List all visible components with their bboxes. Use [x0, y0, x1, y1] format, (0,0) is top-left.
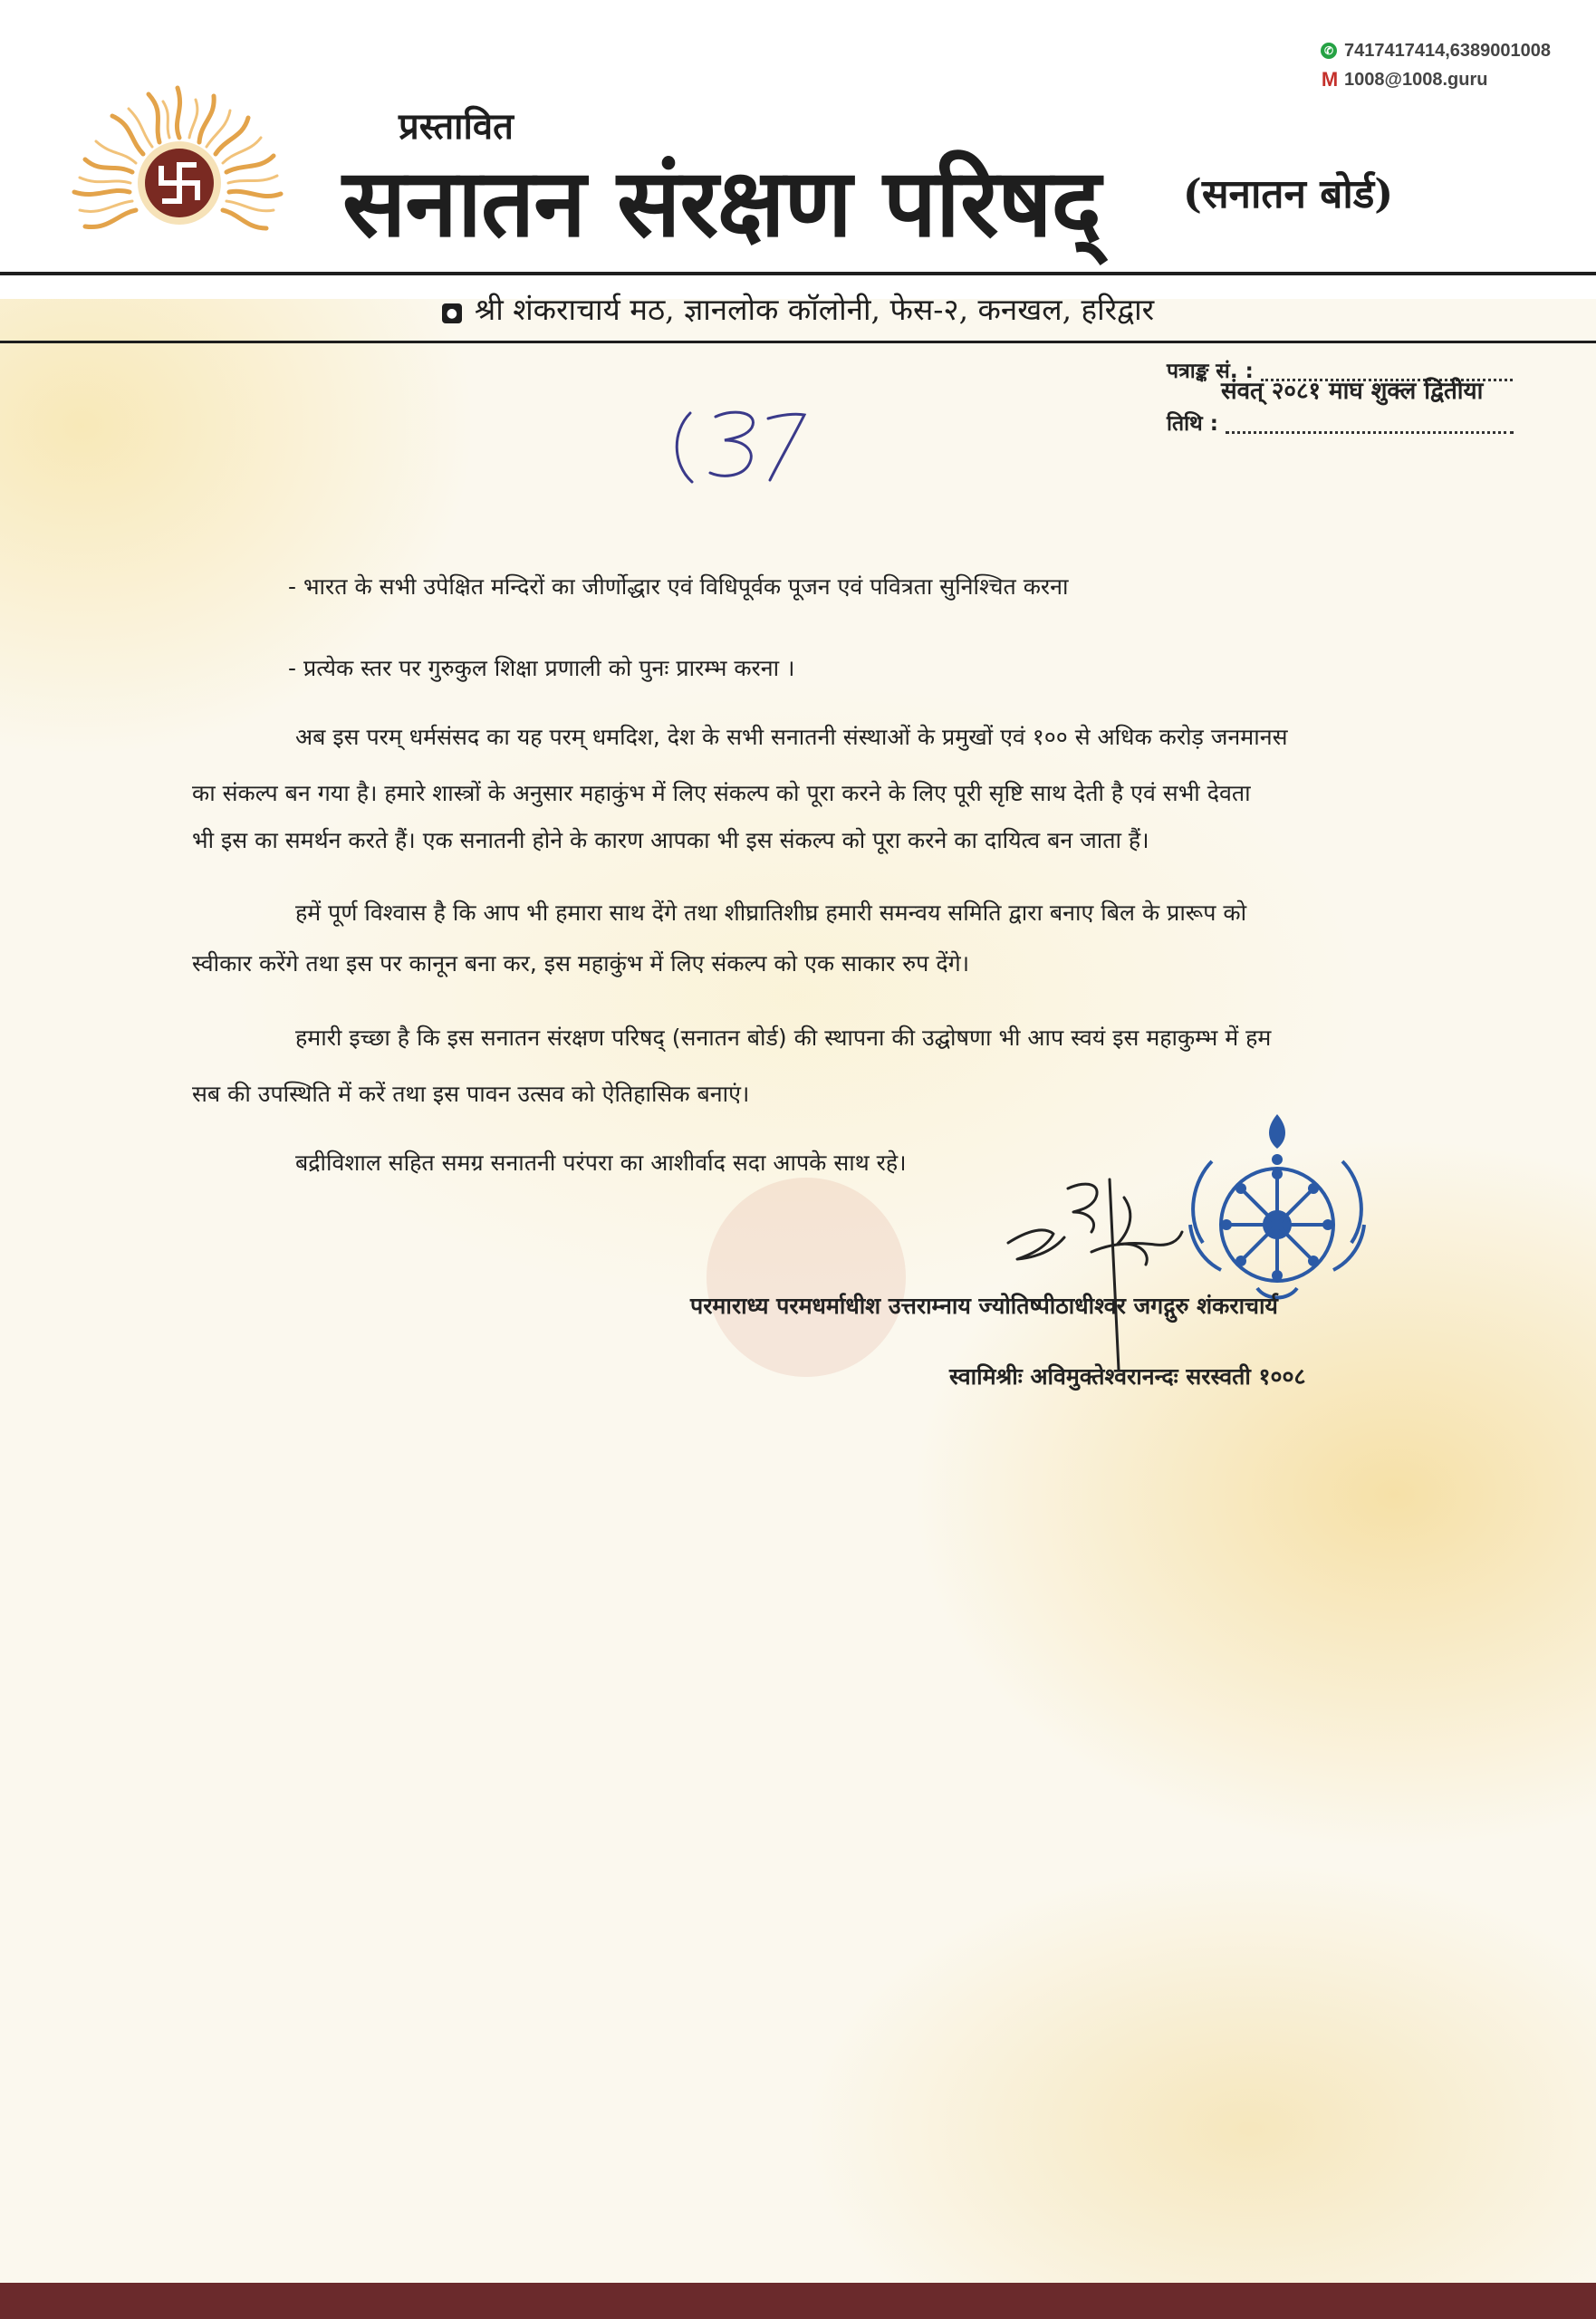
organization-title: सनातन संरक्षण परिषद्: [342, 147, 1101, 258]
paragraph-3-line-2: सब की उपस्थिति में करें तथा इस पावन उत्सव को ऐतिहासिक बनाएं।: [192, 1081, 750, 1107]
paragraph-3-line-1: हमारी इच्छा है कि इस सनातन संरक्षण परिषद् (सनातन बोर्ड) की स्थापना की उद्घोषणा भी आप स्वयं इस महाकुम्भ में हम: [295, 1025, 1272, 1051]
date-dotted-line: [1226, 431, 1514, 434]
whatsapp-icon: ✆: [1321, 43, 1337, 59]
signatory-name: स्वामिश्रीः अविमुक्तेश्वरानन्दः सरस्वती १००८: [949, 1363, 1306, 1390]
official-seal: [1176, 1107, 1380, 1315]
handwritten-page-mark: [668, 400, 822, 491]
header-rule-top: [0, 272, 1596, 275]
paragraph-1-line-3: भी इस का समर्थन करते हैं। एक सनातनी होने के कारण आपका भी इस संकल्प को पूरा करने का दायित्व बन जाता हैं।: [192, 827, 1149, 853]
phone-row: [1321, 36, 1551, 65]
date-field: [1167, 408, 1514, 437]
paragraph-1-line-2: का संकल्प बन गया है। हमारे शास्त्रों के अनुसार महाकुंभ में लिए संकल्प को पूरा करने के लिए पूरी सृष्टि साथ देती है एवं सभी देवता: [192, 780, 1251, 806]
address-text: श्री शंकराचार्य मठ, ज्ञानलोक कॉलोनी, फेस-२, कनखल, हरिद्वार: [474, 292, 1155, 327]
address-line: [0, 288, 1596, 329]
samvat-date: संवत् २०८१ माघ शुक्ल द्वितीया: [1221, 378, 1484, 405]
header-rule-bottom: [0, 341, 1596, 343]
contact-phones: 7417417414,6389001008: [1344, 41, 1552, 61]
letterhead: [0, 0, 1596, 327]
signatory-title: परमाराध्य परमधर्माधीश उत्तराम्नाय ज्योतिष्पीठाधीश्वर जगद्गुरु शंकराचार्य: [690, 1293, 1278, 1319]
objective-item-temples: - भारत के सभी उपेक्षित मन्दिरों का जीर्णोद्धार एवं विधिपूर्वक पूजन एवं पवित्रता सुनिश्चित करना: [288, 573, 1069, 600]
organization-title-aside: (सनातन बोर्ड): [1183, 171, 1394, 217]
footer-bar: [0, 2283, 1596, 2319]
watermark-logo: [707, 1178, 906, 1377]
contact-email: 1008@1008.guru: [1344, 70, 1488, 90]
paragraph-2-line-1: हमें पूर्ण विश्वास है कि आप भी हमारा साथ देंगे तथा शीघ्रातिशीघ्र हमारी समन्वय समिति द्वारा बनाए बिल के प्रारूप को: [295, 900, 1247, 926]
title-prefix: प्रस्तावित: [399, 105, 514, 148]
contact-block: [1321, 36, 1551, 94]
date-label: तिथि :: [1167, 412, 1218, 436]
paragraph-2-line-2: स्वीकार करेंगे तथा इस पर कानून बना कर, इस महाकुंभ में लिए संकल्प को एक साकार रुप देंगे।: [192, 950, 970, 977]
location-pin-icon: ●: [442, 303, 462, 323]
closing-blessing: बद्रीविशाल सहित समग्र सनातनी परंपरा का आशीर्वाद सदा आपके साथ रहे।: [295, 1150, 907, 1176]
objective-item-gurukul: - प्रत्येक स्तर पर गुरुकुल शिक्षा प्रणाली को पुनः प्रारम्भ करना ।: [288, 655, 795, 681]
sun-swastika-logo: [53, 74, 306, 255]
letter-number-label: पत्राङ्क सं. :: [1167, 360, 1254, 383]
mail-icon: M: [1321, 68, 1339, 91]
paragraph-1-line-1: अब इस परम् धर्मसंसद का यह परम् धमदिश, देश के सभी सनातनी संस्थाओं के प्रमुखों एवं १०० से अधिक करोड़ जनमानस: [295, 724, 1288, 750]
email-row: [1321, 65, 1551, 94]
